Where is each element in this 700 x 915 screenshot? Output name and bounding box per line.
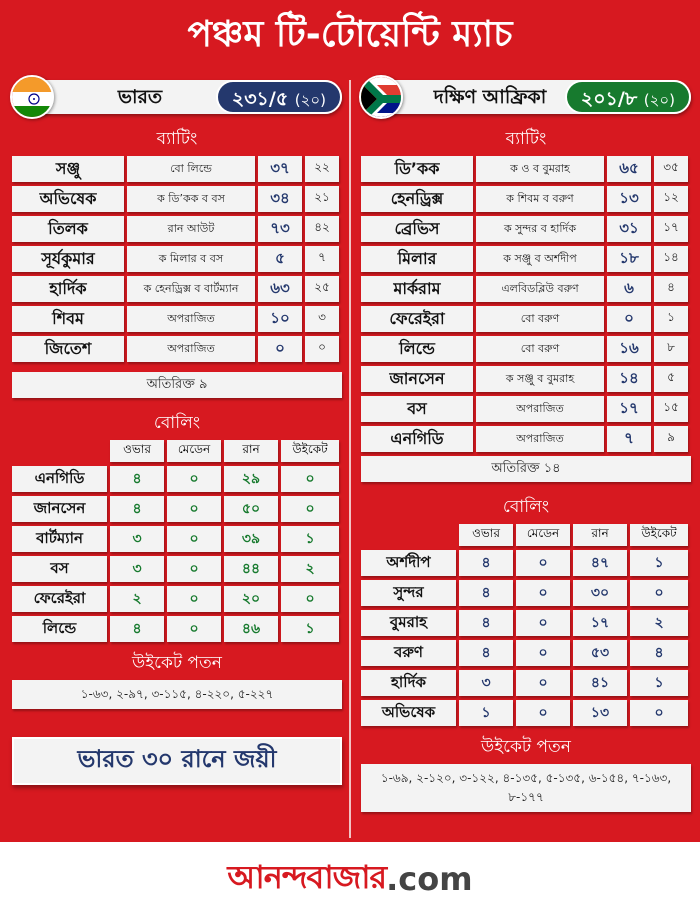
dismissal: বো বরুণ [476, 336, 604, 362]
bowling-o: ২ [110, 586, 164, 612]
bowler-name: বার্টম্যান [12, 526, 107, 552]
bowling-m: ০ [167, 466, 221, 492]
bowling-m: ০ [516, 700, 570, 726]
bowling-w: ১ [281, 526, 339, 552]
page-title: পঞ্চম টি-টোয়েন্টি ম্যাচ [187, 14, 513, 55]
balls: ১ [654, 306, 688, 332]
bowling-m: ০ [516, 640, 570, 666]
india-fow-heading: উইকেট পতন [132, 653, 222, 673]
balls: ৯ [654, 426, 688, 452]
dismissal: ক সঞ্জু ব বুমরাহ [476, 366, 604, 392]
india-team-name: ভারত [117, 86, 163, 108]
dismissal: ক হেনড্রিক্স ব বার্টম্যান [127, 276, 255, 302]
sa-score-badge [565, 80, 691, 114]
bowling-header: রান [224, 440, 278, 462]
bowling-w: ৪ [630, 640, 688, 666]
bowling-row [12, 466, 342, 492]
runs: ৬৫ [607, 156, 651, 182]
batter-name: মার্করাম [361, 276, 473, 302]
runs: ৫ [258, 246, 302, 272]
bowling-header: মেডেন [516, 524, 570, 546]
bowling-row [361, 580, 691, 606]
batter-name: হার্দিক [12, 276, 124, 302]
batting-row [12, 246, 342, 272]
logo-text: আনন্দবাজার [227, 857, 387, 896]
dismissal: ক সঞ্জু ব অর্শদীপ [476, 246, 604, 272]
runs: ৩৭ [258, 156, 302, 182]
bowling-row [12, 526, 342, 552]
batting-row [361, 246, 691, 272]
balls: ০ [305, 336, 339, 362]
bowling-row [361, 700, 691, 726]
bowling-r: ২৯ [224, 466, 278, 492]
bowling-row [361, 670, 691, 696]
bowling-header: ওভার [459, 524, 513, 546]
dismissal: অপরাজিত [476, 426, 604, 452]
bowling-r: ১৭ [573, 610, 627, 636]
runs: ৬৩ [258, 276, 302, 302]
bowling-o: ৪ [110, 466, 164, 492]
bowler-name: বস [12, 556, 107, 582]
balls: ২২ [305, 156, 339, 182]
bowling-o: ৪ [110, 496, 164, 522]
bowler-name: বরুণ [361, 640, 456, 666]
batting-row [12, 336, 342, 362]
bowling-header: উইকেট [281, 440, 339, 462]
india-overs: (২০) [294, 91, 326, 109]
balls: ৮ [654, 336, 688, 362]
batting-row [361, 186, 691, 212]
india-batting-heading: ব্যাটিং [156, 129, 198, 149]
balls: ৩ [305, 306, 339, 332]
dismissal: ক সুন্দর ব হার্দিক [476, 216, 604, 242]
bowling-row [361, 610, 691, 636]
bowling-o: ৩ [110, 526, 164, 552]
bowling-w: ০ [281, 586, 339, 612]
bowling-header-row [12, 440, 342, 462]
india-bowling-heading: বোলিং [153, 413, 201, 433]
runs: ১৩ [607, 186, 651, 212]
sa-batting-table [361, 156, 691, 452]
india-score-badge [216, 80, 342, 114]
dismissal: ক শিবম ব বরুণ [476, 186, 604, 212]
balls: ২৫ [305, 276, 339, 302]
batting-row [361, 366, 691, 392]
bowling-header: উইকেট [630, 524, 688, 546]
batter-name: ব্রেভিস [361, 216, 473, 242]
bowling-m: ০ [516, 670, 570, 696]
bowling-r: ২০ [224, 586, 278, 612]
bowling-o: ৪ [459, 580, 513, 606]
batting-row [361, 276, 691, 302]
balls: ১৪ [654, 246, 688, 272]
batter-name: লিন্ডে [361, 336, 473, 362]
batter-name: সঞ্জু [12, 156, 124, 182]
bowling-header-row [361, 524, 691, 546]
bowler-name: হার্দিক [361, 670, 456, 696]
batter-name: ডি’কক [361, 156, 473, 182]
dismissal: রান আউট [127, 216, 255, 242]
batting-row [361, 216, 691, 242]
bowler-name: অর্শদীপ [361, 550, 456, 576]
bowling-w: ২ [281, 556, 339, 582]
balls: ১২ [654, 186, 688, 212]
runs: ১৮ [607, 246, 651, 272]
runs: ১০ [258, 306, 302, 332]
bowling-m: ০ [167, 616, 221, 642]
batter-name: এনগিডি [361, 426, 473, 452]
bowling-o: ৪ [459, 640, 513, 666]
batting-row [12, 186, 342, 212]
sa-overs: (২০) [643, 91, 675, 109]
batting-row [361, 156, 691, 182]
bowling-o: ৩ [459, 670, 513, 696]
sa-team-bar [369, 80, 691, 114]
india-extras: অতিরিক্ত ৯ [12, 372, 342, 398]
batter-name: অভিষেক [12, 186, 124, 212]
balls: ৪ [654, 276, 688, 302]
batting-row [12, 276, 342, 302]
dismissal: অপরাজিত [127, 336, 255, 362]
bowler-name: বুমরাহ [361, 610, 456, 636]
dismissal: ক ডি’কক ব বস [127, 186, 255, 212]
dismissal: এলবিডব্লিউ বরুণ [476, 276, 604, 302]
batting-row [361, 396, 691, 422]
bowling-r: ৪৪ [224, 556, 278, 582]
bowling-header-spacer [361, 524, 456, 546]
sa-bowling-heading: বোলিং [502, 497, 550, 517]
india-fow: ১-৬৩, ২-৯৭, ৩-১১৫, ৪-২২০, ৫-২২৭ [12, 680, 342, 709]
bowling-o: ৩ [110, 556, 164, 582]
batting-row [361, 426, 691, 452]
india-batting-table [12, 156, 342, 362]
batting-row [361, 306, 691, 332]
balls: ১৭ [654, 216, 688, 242]
bowling-r: ১৩ [573, 700, 627, 726]
match-result: ভারত ৩০ রানে জয়ী [12, 737, 342, 785]
bowling-row [12, 586, 342, 612]
sa-extras: অতিরিক্ত ১৪ [361, 456, 691, 482]
runs: ৩৪ [258, 186, 302, 212]
bowling-m: ০ [167, 526, 221, 552]
runs: ৭ [607, 426, 651, 452]
bowling-m: ০ [516, 550, 570, 576]
batter-name: শিবম [12, 306, 124, 332]
bowling-o: ৪ [459, 550, 513, 576]
batter-name: জিতেশ [12, 336, 124, 362]
bowling-w: ১ [630, 550, 688, 576]
bowling-header: রান [573, 524, 627, 546]
sa-score: ২০১/৮ [580, 88, 638, 110]
logo-domain: .com [386, 859, 473, 898]
bowling-r: ৫৩ [573, 640, 627, 666]
bowling-r: ৪৬ [224, 616, 278, 642]
bowling-r: ৩০ [573, 580, 627, 606]
india-bowling-table [12, 440, 342, 642]
bowling-m: ০ [167, 496, 221, 522]
sa-team-name: দক্ষিণ আফ্রিকা [433, 86, 547, 108]
bowling-m: ০ [516, 580, 570, 606]
bowling-header: মেডেন [167, 440, 221, 462]
balls: ৭ [305, 246, 339, 272]
bowling-row [361, 640, 691, 666]
column-divider [349, 80, 351, 838]
bowling-w: ০ [281, 466, 339, 492]
bowling-m: ০ [516, 610, 570, 636]
runs: ০ [607, 306, 651, 332]
balls: ২১ [305, 186, 339, 212]
sa-batting-heading: ব্যাটিং [505, 129, 547, 149]
bowling-w: ২ [630, 610, 688, 636]
batter-name: হেনড্রিক্স [361, 186, 473, 212]
bowling-o: ৪ [459, 610, 513, 636]
bowler-name: এনগিডি [12, 466, 107, 492]
runs: ০ [258, 336, 302, 362]
batting-row [12, 156, 342, 182]
bowling-r: ৪৭ [573, 550, 627, 576]
sa-fow: ১-৬৯, ২-১২০, ৩-১২২, ৪-১৩৫, ৫-১৩৫, ৬-১৫৪, ৭-১৬৩, ৮-১৭৭ [361, 764, 691, 812]
bowler-name: সুন্দর [361, 580, 456, 606]
runs: ১৬ [607, 336, 651, 362]
bowler-name: অভিষেক [361, 700, 456, 726]
bowling-m: ০ [167, 556, 221, 582]
bowling-r: ৫০ [224, 496, 278, 522]
dismissal: বো লিন্ডে [127, 156, 255, 182]
runs: ৭৩ [258, 216, 302, 242]
bowling-r: ৩৯ [224, 526, 278, 552]
balls: ৩৫ [654, 156, 688, 182]
runs: ৩১ [607, 216, 651, 242]
bowling-row [12, 616, 342, 642]
bowling-w: ০ [281, 496, 339, 522]
bowling-o: ৪ [110, 616, 164, 642]
sa-bowling-table [361, 524, 691, 726]
dismissal: অপরাজিত [127, 306, 255, 332]
bowling-header: ওভার [110, 440, 164, 462]
footer-logo [0, 842, 700, 915]
sa-column [361, 80, 691, 812]
bowling-o: ১ [459, 700, 513, 726]
runs: ১৪ [607, 366, 651, 392]
bowling-row [361, 550, 691, 576]
batting-row [12, 216, 342, 242]
bowling-w: ১ [281, 616, 339, 642]
batting-row [361, 336, 691, 362]
dismissal: ক মিলার ব বস [127, 246, 255, 272]
sa-fow-heading: উইকেট পতন [481, 737, 571, 757]
bowler-name: জানসেন [12, 496, 107, 522]
runs: ৬ [607, 276, 651, 302]
bowling-w: ০ [630, 700, 688, 726]
balls: ৪২ [305, 216, 339, 242]
bowling-header-spacer [12, 440, 107, 462]
dismissal: বো বরুণ [476, 306, 604, 332]
south-africa-flag-icon [359, 75, 403, 119]
batter-name: তিলক [12, 216, 124, 242]
batter-name: মিলার [361, 246, 473, 272]
balls: ৫ [654, 366, 688, 392]
bowling-r: ৪১ [573, 670, 627, 696]
india-column [12, 80, 342, 785]
dismissal: ক ও ব বুমরাহ [476, 156, 604, 182]
runs: ১৭ [607, 396, 651, 422]
batter-name: বস [361, 396, 473, 422]
batting-row [12, 306, 342, 332]
bowling-row [12, 496, 342, 522]
bowling-w: ১ [630, 670, 688, 696]
batter-name: ফেরেইরা [361, 306, 473, 332]
bowling-w: ০ [630, 580, 688, 606]
bowler-name: ফেরেইরা [12, 586, 107, 612]
bowler-name: লিন্ডে [12, 616, 107, 642]
india-flag-icon [10, 75, 54, 119]
dismissal: অপরাজিত [476, 396, 604, 422]
bowling-m: ০ [167, 586, 221, 612]
india-team-bar [20, 80, 342, 114]
bowling-row [12, 556, 342, 582]
batter-name: সূর্যকুমার [12, 246, 124, 272]
batter-name: জানসেন [361, 366, 473, 392]
balls: ১৫ [654, 396, 688, 422]
india-score: ২৩১/৫ [231, 88, 289, 110]
